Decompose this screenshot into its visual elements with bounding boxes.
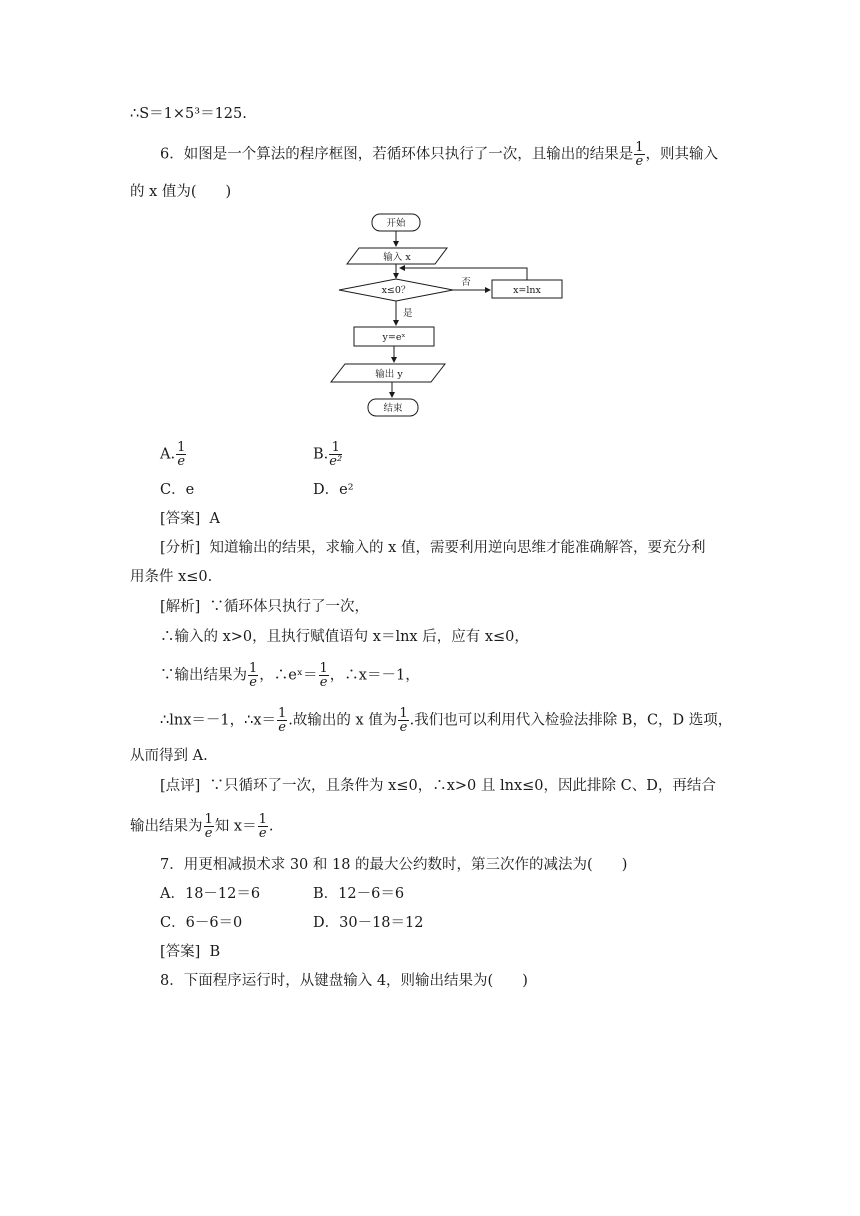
q6-solution-line2: ∴输入的 x>0，且执行赋值语句 x＝lnx 后，应有 x≤0，	[160, 629, 529, 645]
flowchart-yes-label: 是	[403, 308, 413, 319]
frac-num: 1	[399, 706, 408, 721]
frac-num: 1	[204, 812, 213, 827]
q6-analysis-line1	[160, 538, 705, 558]
q8-stem: 8．下面程序运行时，从键盘输入 4，则输出结果为( )	[160, 973, 528, 989]
q7-answer: B	[209, 944, 221, 960]
q6-stem-line2: 的 x 值为( )	[130, 184, 232, 200]
frac-den: e²	[329, 454, 343, 469]
q7-answer-tag: [答案]	[160, 944, 201, 960]
q6-comment-line1	[160, 776, 716, 796]
flowchart-input-label: 输入 x	[383, 252, 411, 263]
flowchart-output-label: 输出 y	[375, 369, 403, 380]
frac-num: 1	[258, 812, 267, 827]
frac-num: 1	[319, 661, 328, 676]
q6-option-c: C．e	[160, 482, 195, 498]
flowchart	[325, 208, 575, 423]
frac-num: 1	[249, 661, 258, 676]
frac-den: e	[399, 720, 408, 735]
fraction	[398, 707, 408, 734]
q6-option-b-label: B.	[313, 446, 329, 463]
q6-option-b	[313, 441, 343, 468]
frac-num: 1	[278, 706, 287, 721]
q6-option-a-fraction	[176, 441, 186, 468]
q6-comment-2a: 输出结果为	[130, 818, 203, 835]
flowchart-end-label: 结束	[383, 403, 403, 414]
q6-option-d: D．e²	[313, 482, 354, 498]
q6-option-a	[160, 441, 187, 468]
frac-den: e	[258, 826, 267, 841]
q6-comment-text1: ∵只循环了一次，且条件为 x≤0，∴x>0 且 lnx≤0，因此排除 C、D，再结合	[209, 778, 716, 794]
q6-solution-tag: [解析]	[160, 599, 201, 615]
frac-den: e	[177, 454, 186, 469]
q6-stem-b: ，则其输入	[645, 146, 719, 163]
frac-den: e	[319, 675, 328, 690]
q6-solution-3a: ∵输出结果为	[160, 667, 247, 684]
q6-option-b-fraction	[329, 441, 342, 468]
q6-solution-3c: ，∴x＝－1，	[329, 667, 420, 684]
flowchart-assign-label: x=lnx	[513, 285, 541, 296]
q6-comment-tag: [点评]	[160, 778, 201, 794]
q6-solution-line4	[160, 707, 732, 734]
q6-solution-line3	[160, 662, 420, 689]
fraction	[277, 707, 287, 734]
frac-den: e	[204, 826, 213, 841]
intro-line: ∴S＝1×5³＝125.	[130, 106, 247, 122]
q6-solution-4b: .故输出的 x 值为	[288, 712, 398, 729]
q6-solution-text1: ∵循环体只执行了一次，	[209, 599, 370, 615]
q7-stem: 7．用更相减损术求 30 和 18 的最大公约数时，第三次作的减法为( )	[160, 857, 628, 873]
q6-answer: A	[209, 511, 221, 527]
q6-solution-4a: ∴lnx＝－1，∴x＝	[160, 712, 277, 729]
q7-answer-line	[160, 942, 220, 962]
q6-comment-line2	[130, 813, 273, 840]
frac-den: e	[249, 675, 257, 690]
q6-analysis-text1: 知道输出的结果，求输入的 x 值，需要利用逆向思维才能准确解答，要充分利	[209, 540, 706, 556]
fraction	[204, 813, 214, 840]
frac-num: 1	[177, 440, 186, 455]
q6-comment-2c: .	[268, 818, 274, 835]
frac-num: 1	[329, 441, 342, 455]
q6-fraction-1-over-e	[634, 141, 644, 168]
q6-solution-line1	[160, 597, 369, 617]
flowchart-condition-label: x≤0？	[381, 285, 411, 296]
q7-option-d: D．30－18＝12	[313, 915, 424, 931]
flowchart-start-label: 开始	[386, 218, 406, 229]
q6-answer-tag: [答案]	[160, 511, 201, 527]
q6-option-a-label: A.	[160, 446, 176, 463]
frac-num: 1	[635, 140, 644, 155]
q6-stem-a: 6．如图是一个算法的程序框图，若循环体只执行了一次，且输出的结果是	[160, 146, 634, 163]
q6-analysis-tag: [分析]	[160, 540, 201, 556]
flowchart-compute-label: y=eˣ	[382, 332, 406, 343]
q7-option-c: C．6－6＝0	[160, 915, 243, 931]
q6-comment-2b: 知 x＝	[214, 818, 257, 835]
q6-solution-line5: 从而得到 A.	[130, 748, 208, 764]
q6-solution-3b: ，∴eˣ＝	[259, 667, 318, 684]
q7-option-b: B．12－6＝6	[313, 886, 405, 902]
q6-answer-line	[160, 509, 220, 529]
fraction	[248, 662, 258, 689]
q6-solution-4c: .我们也可以利用代入检验法排除 B，C，D 选项，	[409, 712, 733, 729]
fraction	[319, 662, 329, 689]
q6-stem-line1	[160, 141, 718, 168]
fraction	[258, 813, 268, 840]
frac-den: e	[635, 154, 644, 169]
q6-analysis-line2: 用条件 x≤0.	[130, 569, 213, 585]
frac-den: e	[278, 720, 286, 735]
flowchart-no-label: 否	[461, 277, 471, 288]
q7-option-a: A．18－12＝6	[160, 886, 261, 902]
